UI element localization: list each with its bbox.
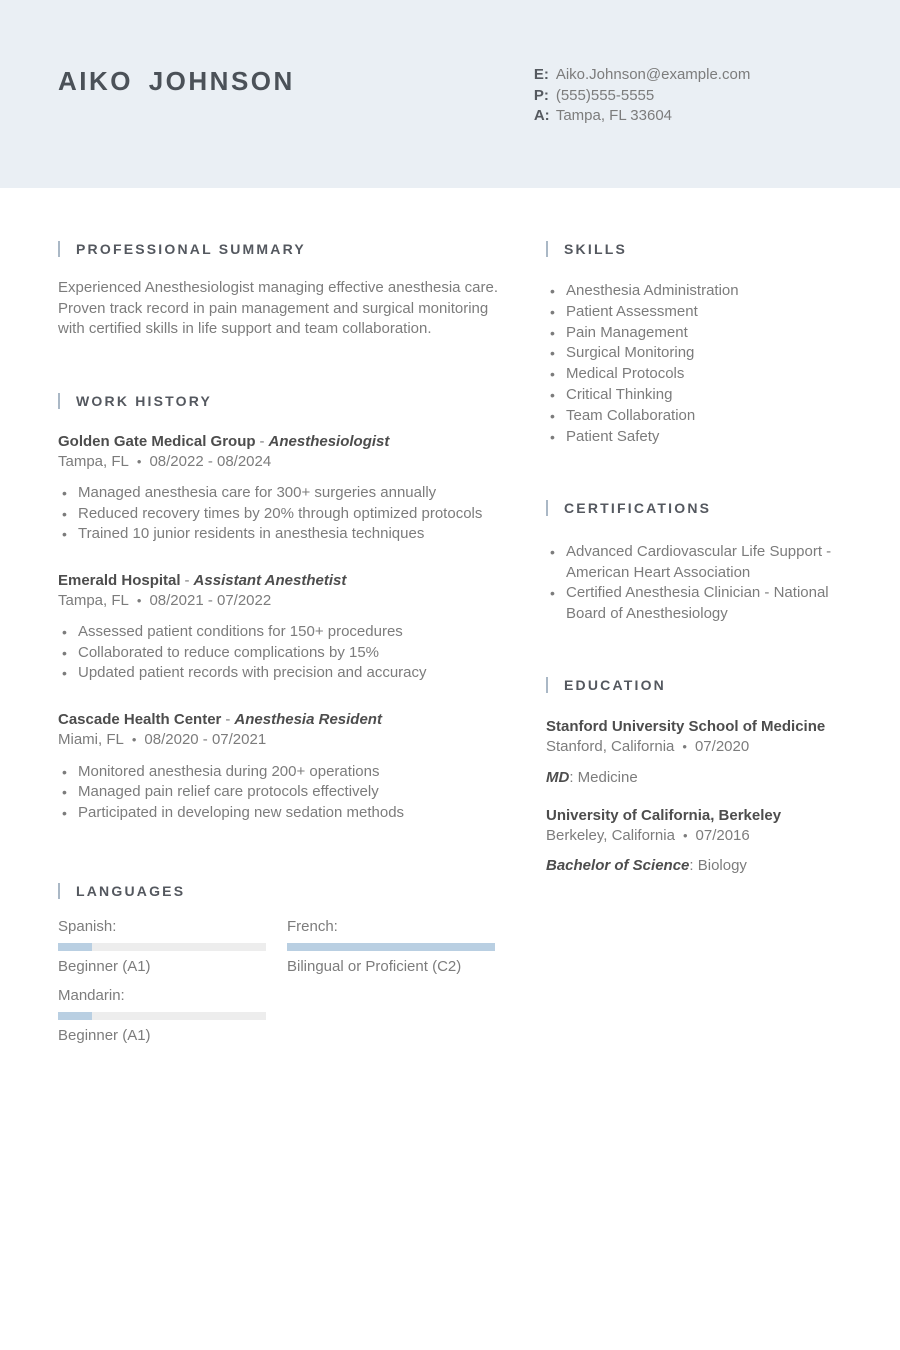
job-bullet-list [58, 483, 510, 545]
language-name: Spanish: [58, 918, 117, 936]
bullet-glyph: • [62, 624, 67, 641]
job-bullet [58, 663, 510, 684]
dash-separator: - [259, 432, 265, 450]
job-bullet [58, 782, 510, 803]
section-work-history [58, 393, 510, 824]
job-entry [58, 571, 510, 684]
dash-separator: - [225, 711, 231, 729]
language-item [58, 917, 266, 977]
skill-item [546, 364, 860, 385]
contact-address-label: A: [533, 107, 550, 124]
job-bullet [58, 762, 510, 783]
certifications-heading [546, 500, 860, 516]
bullet-glyph: • [62, 804, 67, 821]
bullet-glyph: • [62, 644, 67, 661]
skill-text: Critical Thinking [566, 385, 673, 403]
section-title-bar [546, 241, 548, 257]
contact-phone-row [534, 86, 840, 107]
language-level: Beginner (A1) [58, 958, 151, 976]
job-bullet-list [58, 762, 510, 824]
bullet-glyph: • [550, 544, 555, 561]
language-proficiency-bar [58, 1012, 266, 1020]
job-meta-line [58, 730, 510, 751]
job-bullet [58, 803, 510, 824]
degree-line [546, 856, 860, 876]
job-meta-line [58, 591, 510, 612]
bullet-glyph: • [550, 345, 555, 362]
bullet-glyph: • [550, 303, 555, 320]
skill-text: Patient Safety [566, 427, 660, 445]
job-employer: Emerald Hospital [58, 571, 181, 589]
job-bullet-text: Updated patient records with precision and accuracy [78, 664, 427, 682]
language-level: Beginner (A1) [58, 1027, 151, 1045]
skill-text: Patient Assessment [566, 302, 698, 320]
job-location: Tampa, FL [58, 452, 129, 470]
skill-text: Team Collaboration [566, 406, 696, 424]
contact-block [534, 64, 840, 127]
job-employer: Golden Gate Medical Group [58, 432, 256, 450]
job-entry [58, 432, 510, 545]
contact-phone-value: (555)555-5555 [555, 86, 655, 104]
right-column [546, 241, 860, 1046]
job-bullet [58, 504, 510, 525]
education-title: EDUCATION [564, 677, 666, 694]
section-education [546, 677, 860, 876]
certification-text: Certified Anesthesia Clinician - National Board of Anesthesiology [566, 584, 829, 622]
section-title-bar [58, 883, 60, 899]
certifications-list [546, 542, 860, 624]
skills-heading [546, 241, 860, 257]
resume-header [0, 0, 900, 188]
bullet-glyph: • [62, 505, 67, 522]
job-dates: 08/2022 - 08/2024 [149, 452, 272, 470]
school-date: 07/2020 [694, 738, 750, 756]
certification-text: Advanced Cardiovascular Life Support - American Heart Association [566, 543, 832, 581]
bullet-glyph: • [550, 428, 555, 445]
contact-address-value: Tampa, FL 33604 [555, 107, 673, 124]
job-bullet-text: Managed anesthesia care for 300+ surgeries annually [78, 484, 437, 501]
skill-item [546, 427, 860, 448]
language-item [287, 917, 495, 977]
job-dates: 08/2020 - 07/2021 [144, 731, 267, 749]
job-bullet [58, 622, 510, 643]
job-role: Anesthesia Resident [234, 711, 382, 729]
contact-email-row [534, 65, 840, 86]
bullet-separator: • [682, 739, 687, 755]
bullet-glyph: • [550, 585, 555, 602]
languages-title: LANGUAGES [76, 883, 186, 900]
bullet-glyph: • [550, 386, 555, 403]
bullet-glyph: • [62, 485, 67, 501]
bullet-glyph: • [550, 407, 555, 424]
certifications-title: CERTIFICATIONS [564, 500, 712, 517]
job-bullet-text: Reduced recovery times by 20% through optimized protocols [78, 504, 483, 522]
degree-name: MD [546, 768, 570, 786]
school-name: Stanford University School of Medicine [546, 718, 826, 736]
bullet-glyph: • [62, 665, 67, 682]
professional-summary-title: PROFESSIONAL SUMMARY [76, 241, 306, 257]
skill-item [546, 302, 860, 323]
contact-phone-label: P: [533, 86, 549, 104]
degree-field: : Medicine [569, 768, 638, 786]
skills-list [546, 281, 860, 447]
job-role: Assistant Anesthetist [193, 571, 347, 589]
contact-address-row [534, 106, 840, 127]
language-item [58, 986, 266, 1046]
contact-email-label: E: [533, 66, 549, 83]
bullet-glyph: • [62, 784, 67, 801]
bullet-glyph: • [62, 763, 67, 780]
bullet-glyph: • [550, 283, 555, 299]
summary-text: Experienced Anesthesiologist managing effective anesthesia care. Proven track record in pain management and surgical monitoring with certified skills in life support and team collaboration. [58, 279, 499, 337]
job-bullet-text: Collaborated to reduce complications by 15% [78, 643, 380, 661]
job-bullet [58, 643, 510, 664]
job-role: Anesthesiologist [268, 432, 390, 450]
language-proficiency-bar [58, 943, 266, 951]
skill-item [546, 343, 860, 364]
job-bullet-text: Monitored anesthesia during 200+ operations [78, 762, 380, 780]
language-name: Mandarin: [58, 987, 125, 1005]
candidate-name: AIKO JOHNSON [58, 66, 295, 96]
school-name: University of California, Berkeley [546, 806, 782, 824]
language-proficiency-fill [58, 943, 92, 951]
skill-item [546, 385, 860, 406]
job-bullet [58, 524, 510, 545]
work-history-heading [58, 393, 510, 409]
school-meta-line [546, 826, 860, 847]
job-location: Miami, FL [58, 731, 124, 749]
section-skills [546, 241, 860, 447]
languages-grid [58, 917, 510, 1046]
professional-summary-heading [58, 241, 510, 257]
contact-email-value: Aiko.Johnson@example.com [555, 66, 751, 83]
section-languages [58, 883, 510, 1046]
education-heading [546, 677, 860, 693]
language-proficiency-fill [287, 943, 495, 951]
degree-line [546, 768, 860, 788]
skills-title: SKILLS [564, 241, 627, 257]
education-entry [546, 806, 860, 877]
job-title-line [58, 432, 510, 452]
education-entry [546, 717, 860, 788]
certification-item [546, 583, 860, 624]
section-title-bar [58, 241, 60, 257]
section-certifications [546, 500, 860, 624]
language-proficiency-bar [287, 943, 495, 951]
language-name: French: [287, 918, 338, 936]
job-employer: Cascade Health Center [58, 711, 222, 729]
left-column [58, 241, 510, 1046]
school-location: Berkeley, California [546, 826, 675, 844]
bullet-glyph: • [62, 526, 67, 543]
job-bullet-text: Trained 10 junior residents in anesthesia techniques [78, 525, 425, 543]
certification-item [546, 542, 860, 583]
job-entry [58, 710, 510, 823]
job-bullet-text: Assessed patient conditions for 150+ procedures [78, 623, 403, 641]
language-level: Bilingual or Proficient (C2) [287, 958, 462, 976]
bullet-glyph: • [550, 324, 555, 341]
section-professional-summary [58, 241, 510, 340]
job-title-line [58, 710, 510, 730]
bullet-separator: • [682, 827, 688, 843]
job-location: Tampa, FL [58, 591, 129, 609]
bullet-separator: • [136, 453, 142, 469]
section-title-bar [58, 393, 60, 409]
skill-item [546, 323, 860, 344]
bullet-separator: • [131, 732, 137, 748]
job-bullet-text: Participated in developing new sedation methods [78, 803, 405, 821]
resume-body [0, 188, 900, 1046]
degree-name: Bachelor of Science [546, 857, 690, 875]
skill-text: Medical Protocols [566, 365, 685, 383]
languages-heading [58, 883, 510, 899]
skill-text: Surgical Monitoring [566, 344, 695, 362]
job-title-line [58, 571, 510, 591]
bullet-glyph: • [550, 366, 555, 383]
job-meta-line [58, 452, 510, 473]
work-history-title: WORK HISTORY [76, 392, 213, 409]
skill-item [546, 406, 860, 427]
skill-text: Pain Management [566, 323, 688, 341]
dash-separator: - [184, 571, 190, 589]
school-meta-line [546, 737, 860, 758]
school-location: Stanford, California [546, 738, 675, 756]
school-date: 07/2016 [695, 826, 750, 844]
section-title-bar [546, 677, 548, 693]
skill-text: Anesthesia Administration [566, 282, 739, 299]
bullet-separator: • [136, 592, 142, 608]
language-proficiency-fill [58, 1012, 92, 1020]
job-bullet [58, 483, 510, 504]
job-bullet-text: Managed pain relief care protocols effectively [78, 783, 379, 801]
section-title-bar [546, 500, 548, 516]
job-dates: 08/2021 - 07/2022 [149, 591, 272, 609]
job-bullet-list [58, 622, 510, 684]
skill-item [546, 281, 860, 302]
degree-field: : Biology [689, 857, 747, 875]
